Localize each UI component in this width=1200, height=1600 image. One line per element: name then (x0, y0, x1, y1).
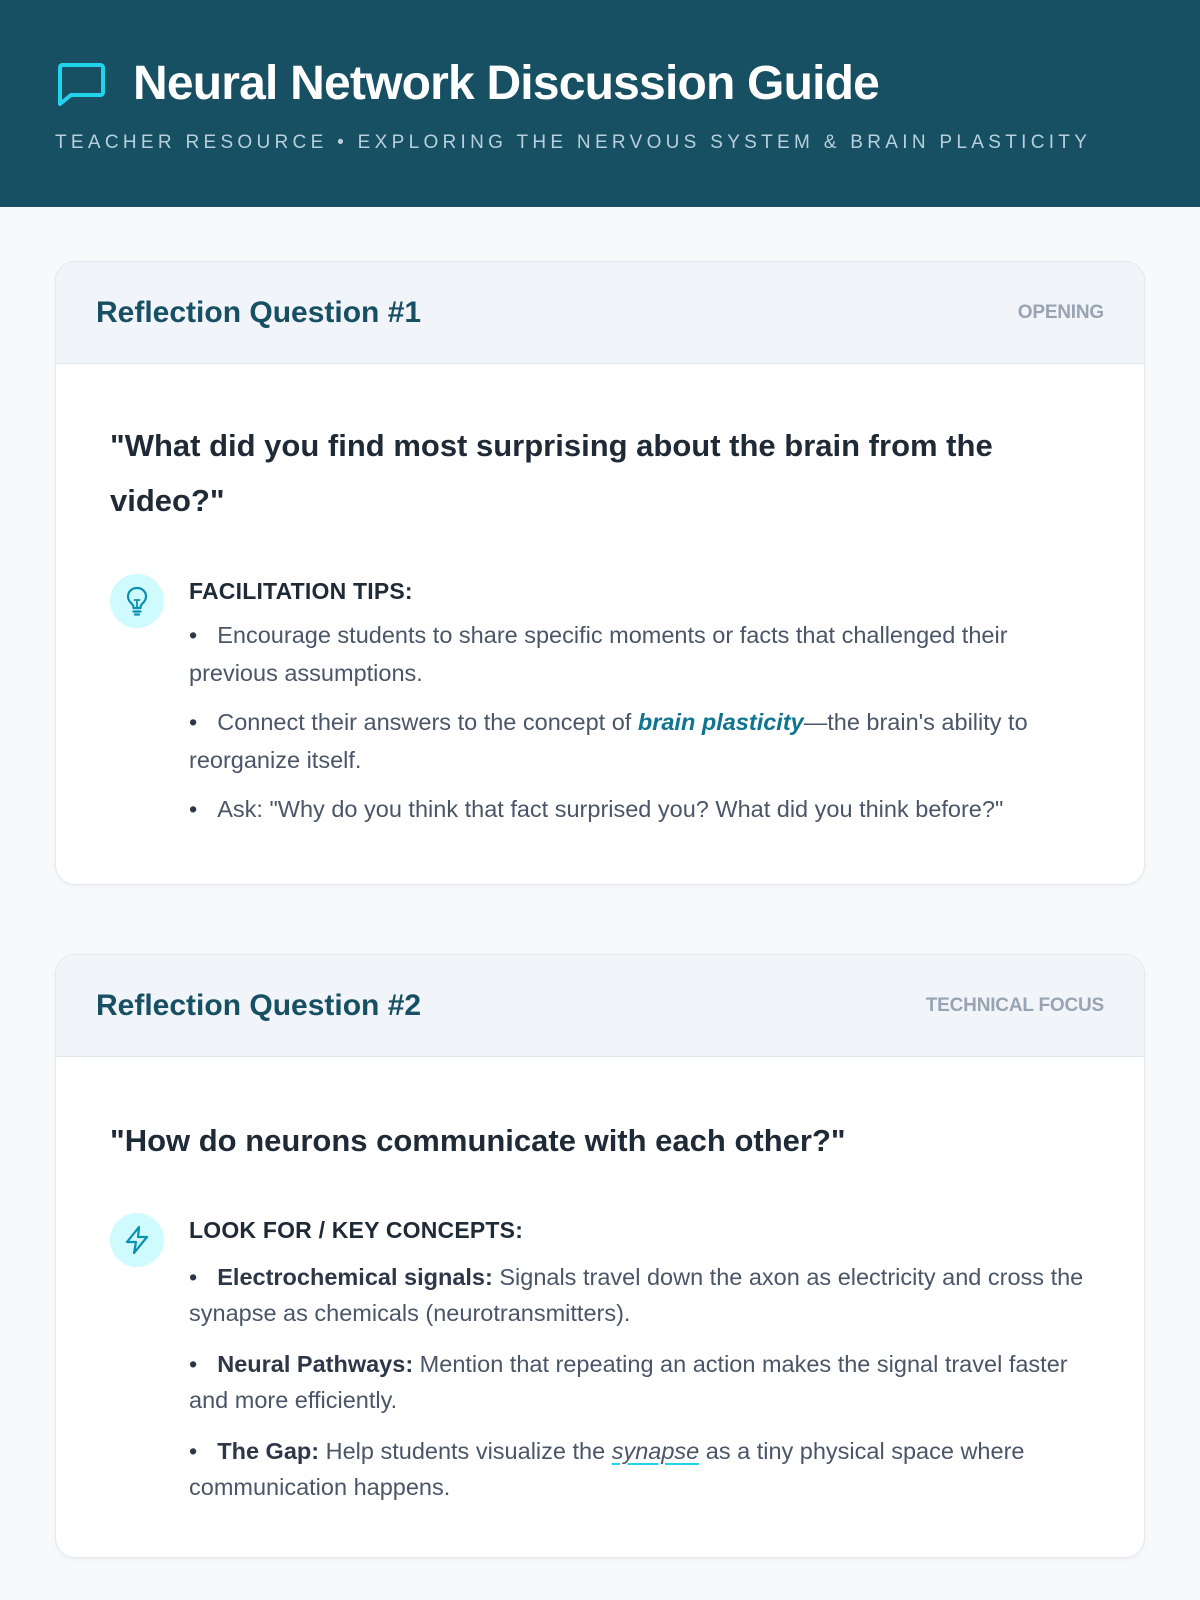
bullet: • (189, 622, 198, 648)
keyword-brain-plasticity: brain plasticity (637, 709, 804, 735)
tip-text: —the brain's ability to reorganize itself. (189, 709, 1028, 773)
question-text: "What did you find most surprising about the brain from the video?" (110, 428, 993, 518)
tip-text: Ask: "Why do you think that fact surprised you? What did you think before?" (217, 796, 1004, 822)
question-text: "How do neurons communicate with each other?" (110, 1123, 846, 1158)
card-title: Reflection Question #1 (96, 295, 422, 329)
card-tag: OPENING (1017, 301, 1104, 323)
bullet: • (189, 1438, 198, 1464)
concept-term: Neural Pathways: (217, 1351, 414, 1377)
tip-text: Signals travel down the axon as electricity and cross the synapse as chemicals (neurotransmitters). (189, 1264, 1084, 1326)
lightbulb-icon (110, 574, 164, 628)
card-tag: TECHNICAL FOCUS (925, 994, 1104, 1016)
tips-list (189, 1259, 1090, 1505)
tips-heading: FACILITATION TIPS: (189, 578, 413, 604)
page-header (0, 0, 1200, 207)
page-title: Neural Network Discussion Guide (133, 57, 880, 110)
keyword-synapse: synapse (611, 1438, 700, 1464)
card-header (56, 262, 1144, 364)
list-item (189, 1433, 1090, 1505)
tip-text: Encourage students to share specific moments or facts that challenged their previous assumptions. (189, 622, 1008, 686)
list-item (189, 1259, 1090, 1331)
bullet: • (189, 796, 198, 822)
tip-text: as a tiny physical space where communication happens. (189, 1438, 1025, 1500)
title-row (55, 56, 1145, 112)
card-body (56, 1057, 1144, 1557)
lightning-bolt-icon (110, 1213, 164, 1267)
main-content (0, 207, 1200, 1558)
list-item (189, 616, 1090, 692)
tips-section (110, 574, 1090, 828)
page-subtitle: TEACHER RESOURCE • EXPLORING THE NERVOUS SYSTEM & BRAIN PLASTICITY (55, 132, 1092, 153)
bullet: • (189, 709, 198, 735)
tips-list (189, 616, 1090, 828)
tip-text: Help students visualize the (319, 1438, 612, 1464)
tips-section (110, 1213, 1090, 1505)
tip-text: Mention that repeating an action makes the signal travel faster and more efficiently. (189, 1351, 1068, 1413)
bullet: • (189, 1351, 198, 1377)
concept-term: The Gap: (217, 1438, 320, 1464)
tips-content (189, 574, 1090, 828)
reflection-card-2 (55, 954, 1145, 1558)
card-title: Reflection Question #2 (96, 988, 422, 1022)
bullet: • (189, 1264, 198, 1290)
tip-text: Connect their answers to the concept of (217, 709, 638, 735)
card-header (56, 955, 1144, 1057)
list-item (189, 1346, 1090, 1418)
tips-content (189, 1213, 1090, 1505)
card-body (56, 364, 1144, 884)
concept-term: Electrochemical signals: (217, 1264, 493, 1290)
chat-bubble-icon (55, 59, 107, 109)
reflection-card-1 (55, 261, 1145, 885)
tips-heading: LOOK FOR / KEY CONCEPTS: (189, 1217, 524, 1243)
list-item (189, 703, 1090, 779)
list-item (189, 790, 1090, 828)
